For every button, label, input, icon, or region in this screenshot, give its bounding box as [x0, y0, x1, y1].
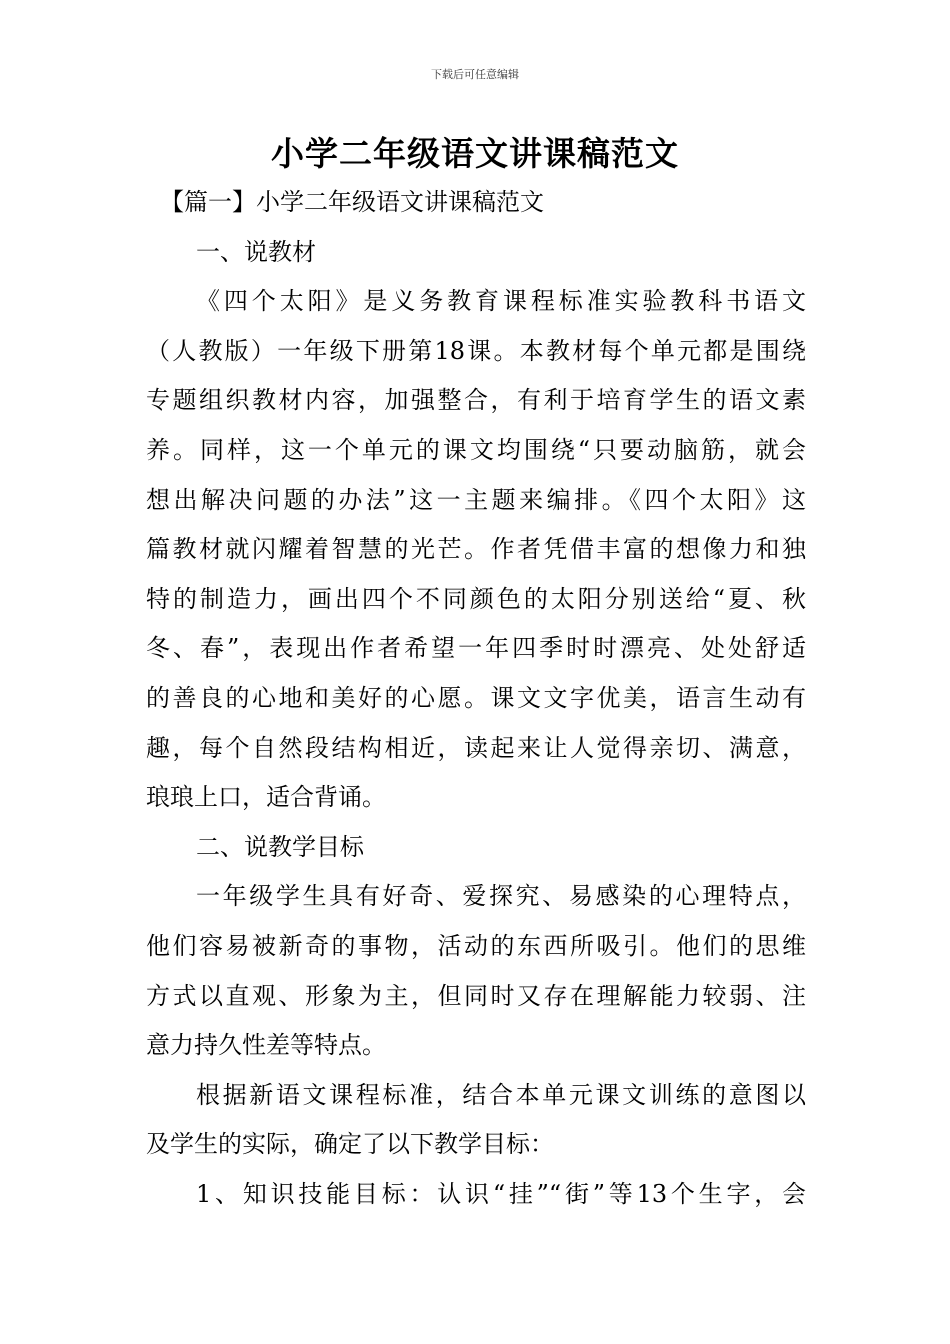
- paragraph-line: 养。同样，这一个单元的课文均围绕“只要动脑筋，就会: [146, 435, 806, 464]
- subheading: 二、说教学目标: [196, 832, 364, 861]
- paragraph-line: 意力持久性差等特点。: [146, 1031, 386, 1060]
- paragraph-line: 他们容易被新奇的事物，活动的东西所吸引。他们的思维: [146, 931, 806, 960]
- document-title: 小学二年级语文讲课稿范文: [271, 134, 679, 173]
- paragraph-line: （人教版）一年级下册第18课。本教材每个单元都是围绕: [146, 336, 806, 365]
- paragraph-line: 想出解决问题的办法”这一主题来编排。《四个太阳》这: [146, 485, 806, 514]
- header-note: 下载后可任意编辑: [431, 68, 519, 81]
- paragraph-line: 琅琅上口，适合背诵。: [146, 783, 386, 812]
- paragraph-line: 《四个太阳》是义务教育课程标准实验教科书语文: [196, 287, 806, 316]
- paragraph-line: 一年级学生具有好奇、爱探究、易感染的心理特点，: [196, 882, 806, 911]
- paragraph-line: 的善良的心地和美好的心愿。课文文字优美，语言生动有: [146, 683, 806, 712]
- paragraph-line: 趣，每个自然段结构相近，读起来让人觉得亲切、满意，: [146, 733, 806, 762]
- paragraph-line: 冬、春”，表现出作者希望一年四季时时漂亮、处处舒适: [146, 634, 806, 663]
- paragraph-line: 及学生的实际，确定了以下教学目标：: [146, 1130, 554, 1159]
- section-heading: 【篇一】小学二年级语文讲课稿范文: [160, 188, 544, 216]
- subheading: 一、说教材: [196, 237, 316, 266]
- paragraph-line: 方式以直观、形象为主，但同时又存在理解能力较弱、注: [146, 981, 806, 1010]
- paragraph-line: 根据新语文课程标准，结合本单元课文训练的意图以: [196, 1080, 806, 1109]
- paragraph-line: 1、知识技能目标：认识“挂”“街”等13个生字，会: [196, 1179, 806, 1208]
- paragraph-line: 篇教材就闪耀着智慧的光芒。作者凭借丰富的想像力和独: [146, 535, 806, 564]
- document-body: [146, 178, 806, 1219]
- paragraph-line: 特的制造力，画出四个不同颜色的太阳分别送给“夏、秋: [146, 584, 806, 613]
- paragraph-line: 专题组织教材内容，加强整合，有利于培育学生的语文素: [146, 386, 806, 415]
